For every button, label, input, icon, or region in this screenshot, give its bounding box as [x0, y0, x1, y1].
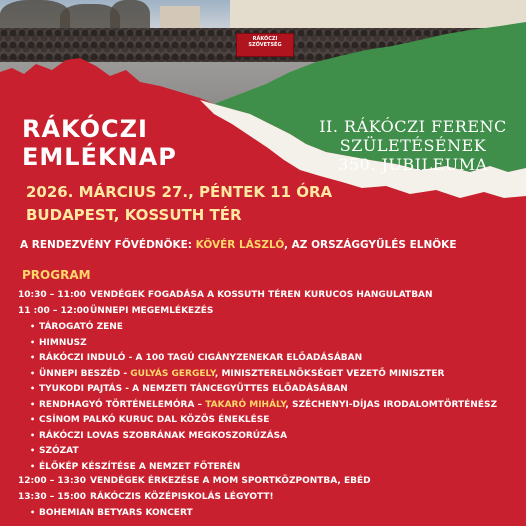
patron-name: KÖVÉR LÁSZLÓ	[195, 239, 285, 251]
program-time-item	[18, 490, 524, 506]
program-time: 11 :00 – 12:00	[18, 305, 90, 316]
bullet-icon: •	[30, 322, 36, 331]
program-time: 13:30 – 15:00	[18, 491, 87, 502]
program-text: ÜNNEPI BESZÉD -	[39, 368, 131, 379]
bullet-icon: •	[30, 399, 36, 409]
event-place: BUDAPEST, KOSSUTH TÉR	[26, 206, 242, 224]
program-sub-item	[18, 335, 524, 351]
event-date: 2026. MÁRCIUS 27., PÉNTEK 11 ÓRA	[26, 183, 333, 201]
program-sub-item	[18, 397, 524, 413]
bullet-icon: •	[30, 353, 36, 362]
bullet-icon: •	[30, 337, 36, 347]
program-text: ÜNNEPI MEGEMLÉKEZÉS	[90, 305, 214, 316]
program-text: HIMNUSZ	[39, 337, 87, 348]
program-sub-item	[18, 505, 524, 521]
program-text: ÉLŐKÉP KÉSZÍTÉSE A NEMZET FŐTERÉN	[39, 461, 241, 472]
bullet-icon: •	[30, 508, 36, 517]
jubilee-line-1: II. RÁKÓCZI FERENC	[319, 117, 507, 136]
program-text: RÁKÓCZI INDULÓ - A 100 TAGÚ CIGÁNYZENEKAR ELŐADÁSÁBAN	[39, 353, 363, 363]
banner-text: RÁKÓCZI SZÖVETSÉG	[248, 36, 282, 48]
program-time: 10:30 – 11:00	[18, 290, 87, 300]
title-line-1: RÁKÓCZI	[22, 115, 148, 143]
program-sub-item	[18, 350, 524, 366]
patron-suffix: , AZ ORSZÁGGYŰLÉS ELNÖKE	[284, 239, 457, 251]
bullet-icon: •	[30, 461, 36, 471]
program-highlight-name: TAKARÓ MIHÁLY	[205, 399, 286, 410]
jubilee-line-2: SZÜLETÉSÉNEK	[339, 136, 487, 155]
program-sub-item	[18, 366, 524, 382]
program-text: RÁKÓCZIS KÖZÉPISKOLÁS LÉGYOTT!	[90, 491, 274, 502]
program-time-item	[18, 288, 524, 304]
program-sub-item	[18, 381, 524, 397]
program-text: RÁKÓCZI LOVAS SZOBRÁNAK MEGKOSZORÚZÁSA	[39, 430, 288, 441]
program-text: BOHEMIAN BETYARS KONCERT	[39, 508, 193, 518]
program-text: SZÓZAT	[39, 446, 79, 456]
patron-line	[20, 239, 457, 251]
program-sub-item	[18, 428, 524, 444]
program-text: TYUKODI PAJTÁS - A NEMZETI TÁNCEGYÜTTES ELŐADÁSÁBAN	[39, 384, 348, 394]
program-time-item	[18, 304, 524, 320]
program-text: CSÍNOM PALKÓ KURUC DAL KÖZÖS ÉNEKLÉSE	[39, 415, 270, 425]
program-text: RENDHAGYÓ TÖRTÉNELEMÓRA –	[39, 399, 206, 410]
program-sub-item	[18, 412, 524, 428]
program-time: 12:00 – 13:30	[18, 476, 87, 486]
title-line-2: EMLÉKNAP	[22, 143, 177, 171]
program-sub-item	[18, 459, 524, 475]
program-label: PROGRAM	[22, 268, 91, 282]
program-sub-item	[18, 443, 524, 459]
bullet-icon: •	[30, 368, 36, 378]
program-text-suffix: , MINISZTERELNÖKSÉGET VEZETŐ MINISZTER	[214, 368, 445, 379]
program-text: VENDÉGEK ÉRKEZÉSE A MOM SPORTKÖZPONTBA, EBÉD	[90, 476, 371, 486]
program-list	[18, 288, 524, 521]
patron-prefix: A RENDEZVÉNY FŐVÉDNÖKE:	[20, 239, 196, 251]
bullet-icon: •	[30, 430, 36, 440]
bullet-icon: •	[30, 384, 36, 393]
program-text: TÁROGATÓ ZENE	[39, 322, 123, 332]
program-text: VENDÉGEK FOGADÁSA A KOSSUTH TÉREN KURUCOS HANGULATBAN	[90, 290, 433, 300]
bullet-icon: •	[30, 446, 36, 455]
program-text-suffix: , SZÉCHENYI-DÍJAS IRODALOMTÖRTÉNÉSZ	[285, 399, 497, 410]
program-sub-item	[18, 319, 524, 335]
bullet-icon: •	[30, 415, 36, 424]
jubilee-line-3: 350. JUBILEUMA	[338, 155, 488, 174]
program-highlight-name: GULYÁS GERGELY	[130, 368, 215, 379]
program-time-item	[18, 474, 524, 490]
